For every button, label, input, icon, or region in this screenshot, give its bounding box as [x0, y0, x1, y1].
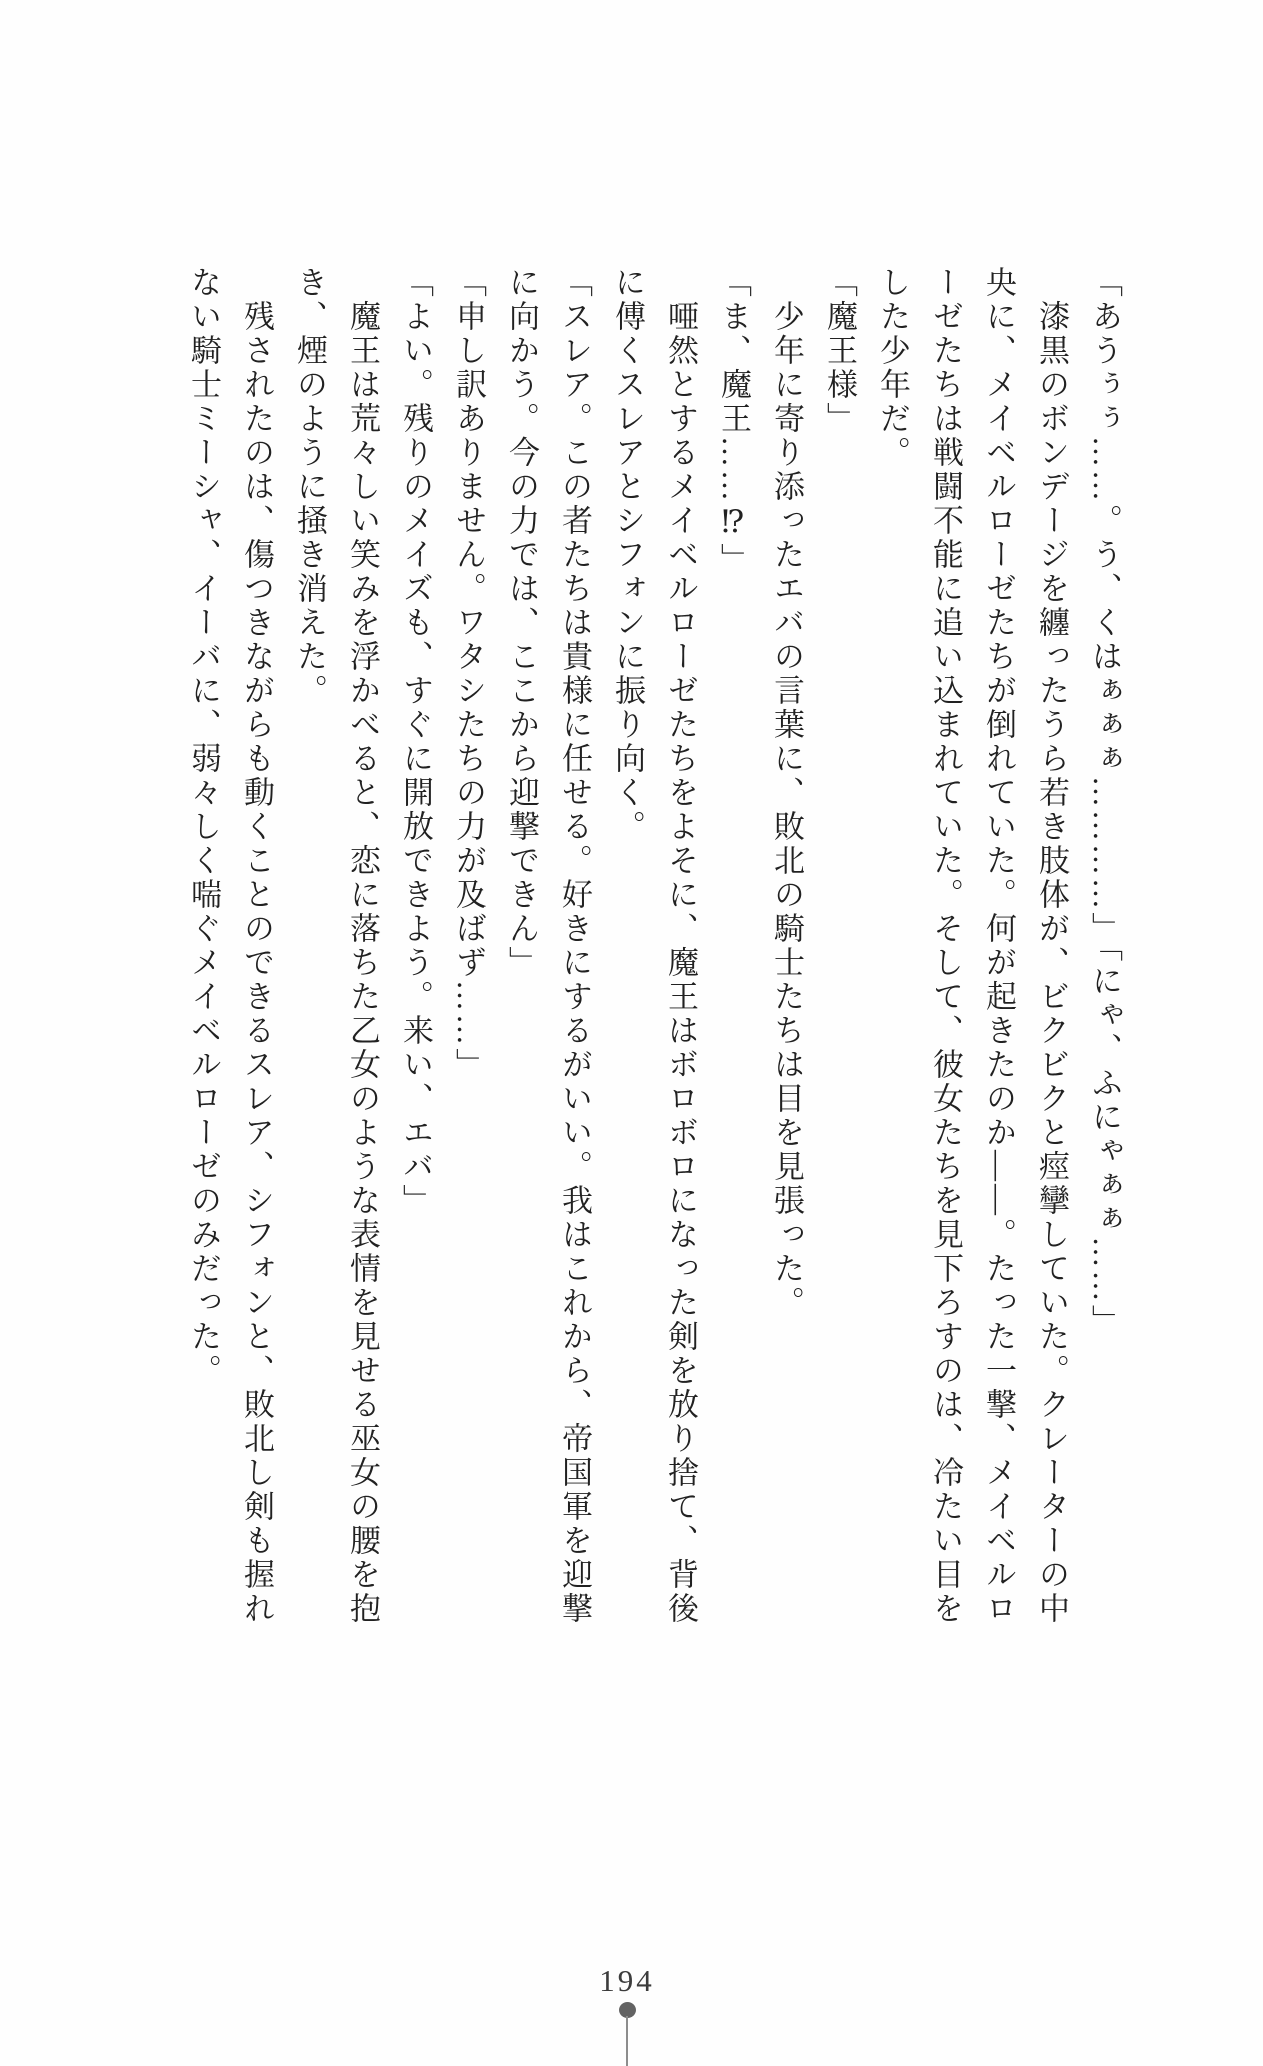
text-column: 「魔王様」 — [822, 266, 857, 436]
text-column: ない騎士ミーシャ、イーバに、弱々しく喘ぐメイベルローゼのみだった。 — [186, 266, 221, 1388]
text-column: 残されたのは、傷つきながらも動くことのできるスレア、シフォンと、敗北し剣も握れ — [239, 300, 274, 1626]
text-column: 「ま、魔王……⁉」 — [716, 266, 751, 577]
text-column: した少年だ。 — [875, 266, 910, 470]
text-column: 央に、メイベルローゼたちが倒れていた。何が起きたのか――。たった一撃、メイベルロ — [981, 266, 1016, 1626]
text-column: 魔王は荒々しい笑みを浮かべると、恋に落ちた乙女のような表情を見せる巫女の腰を抱 — [345, 300, 380, 1626]
text-column: 唖然とするメイベルローゼたちをよそに、魔王はボロボロになった剣を放り捨て、背後 — [663, 300, 698, 1626]
text-column: 「あうぅぅ……。う、くはぁぁぁ…………」「にゃ、ふにゃぁぁ……」 — [1087, 266, 1122, 1339]
text-column: き、煙のように掻き消えた。 — [292, 266, 327, 708]
text-column: ーゼたちは戦闘不能に追い込まれていた。そして、彼女たちを見下ろすのは、冷たい目を — [928, 266, 963, 1626]
text-column: 「よい。残りのメイズも、すぐに開放できよう。来い、エバ」 — [398, 266, 433, 1218]
body-text — [177, 266, 1131, 1666]
text-column: に向かう。今の力では、ここから迎撃できん」 — [504, 266, 539, 980]
footer-ornament-line — [626, 2016, 628, 2066]
text-column: に傅くスレアとシフォンに振り向く。 — [610, 266, 645, 844]
text-column: 漆黒のボンデージを纏ったうら若き肢体が、ビクビクと痙攣していた。クレーターの中 — [1034, 300, 1069, 1626]
page-number: 194 — [599, 1963, 655, 1998]
text-column: 「申し訳ありません。ワタシたちの力が及ばず……」 — [451, 266, 486, 1082]
text-column: 「スレア。この者たちは貴様に任せる。好きにするがいい。我はこれから、帝国軍を迎撃 — [557, 266, 592, 1626]
text-column: 少年に寄り添ったエバの言葉に、敗北の騎士たちは目を見張った。 — [769, 300, 804, 1320]
